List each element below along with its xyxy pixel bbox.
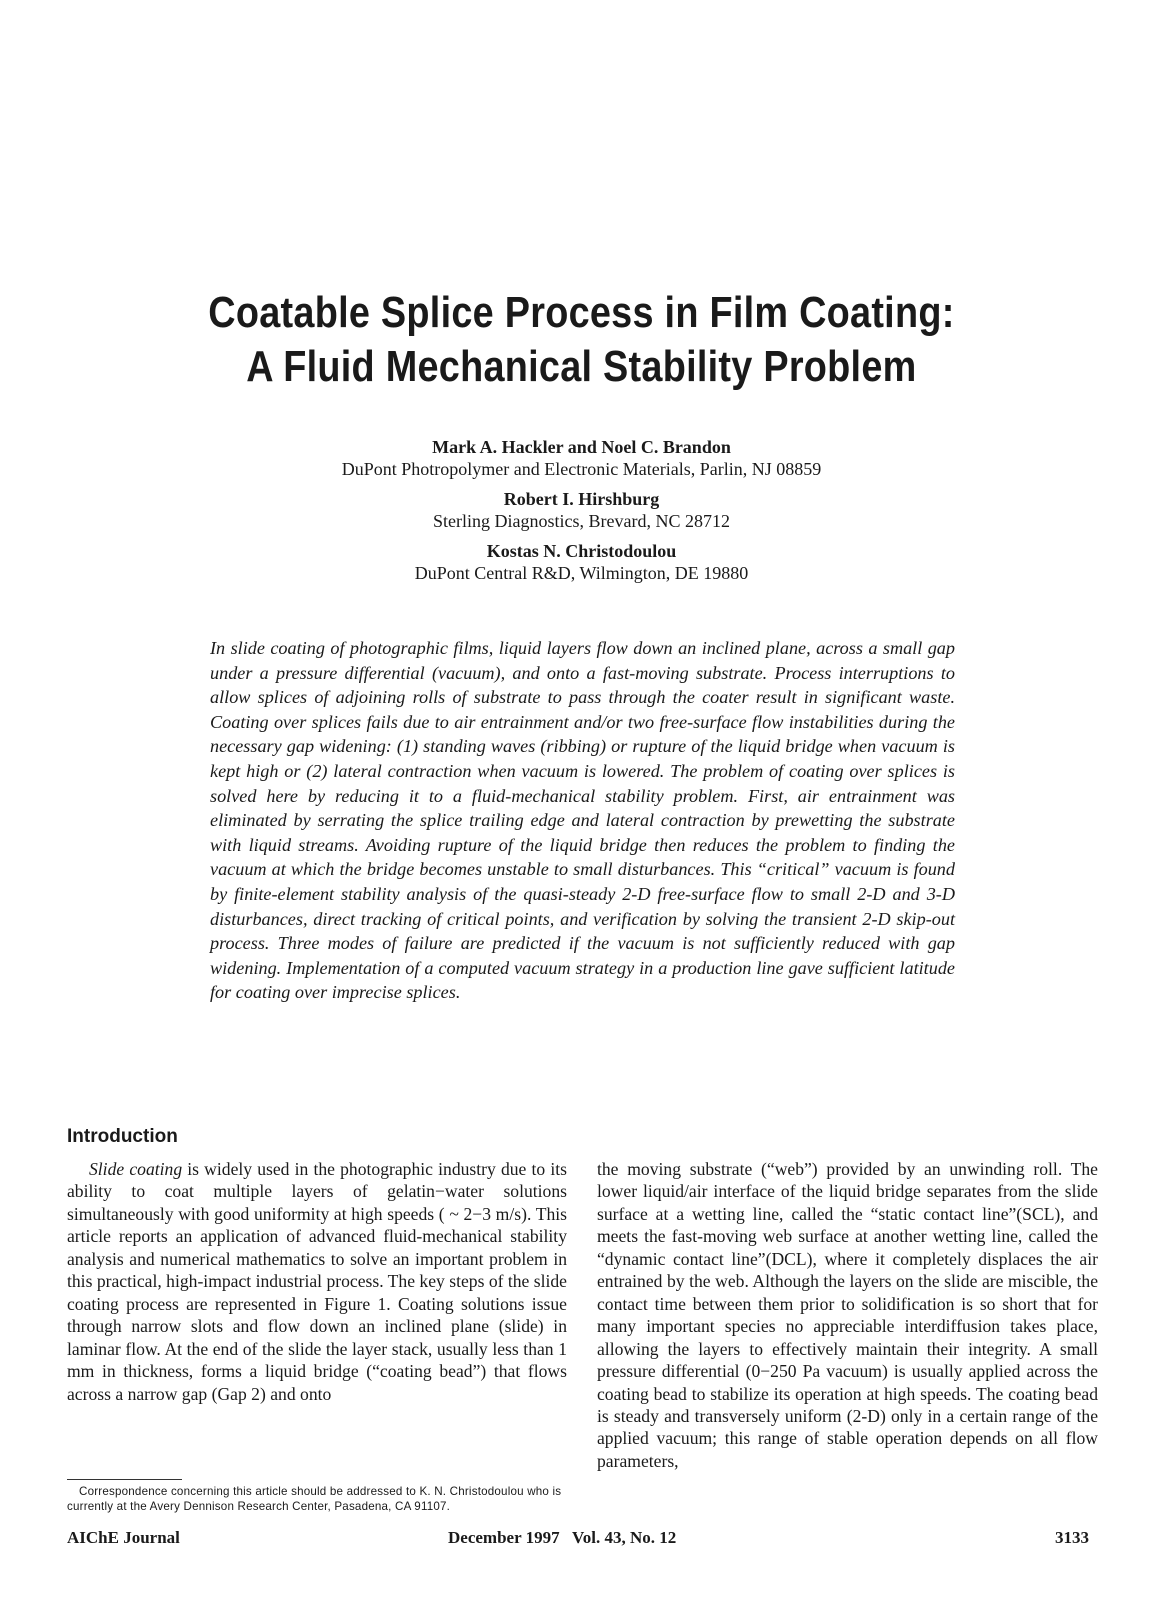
author-affiliation: DuPont Photropolymer and Electronic Materials, Parlin, NJ 08859 [341, 459, 822, 479]
author-list [0, 436, 1163, 592]
author-block [0, 436, 1163, 480]
abstract: In slide coating of photographic films, liquid layers flow down an inclined plane, across a small gap under a pressure differential (vacuum), and onto a fast-moving substrate. Process interruptions to allow splices of adjoining rolls of substrate to pass through the coater result in significant waste. Coating over splices fails due to air entrainment and/or two free-surface flow instabilities during the necessary gap widening: (1) standing waves (ribbing) or rupture of the liquid bridge when vacuum is kept high or (2) lateral contraction when vacuum is lowered. The problem of coating over splices is solved here by reducing it to a fluid-mechanical stability problem. First, air entrainment was eliminated by serrating the splice trailing edge and lateral contraction by prewetting the substrate with liquid streams. Avoiding rupture of the liquid bridge then reduces the problem to finding the vacuum at which the bridge becomes unstable to small disturbances. This “critical” vacuum is found by finite-element stability analysis of the quasi-steady 2-D free-surface flow to small 2-D and 3-D disturbances, direct tracking of critical points, and verification by solving the transient 2-D skip-out process. Three modes of failure are predicted if the vacuum is not sufficiently reduced with gap widening. Implementation of a computed vacuum strategy in a production line gave sufficient latitude for coating over imprecise splices. [210, 638, 955, 1003]
footer-journal: AIChE Journal [67, 1528, 180, 1547]
footer-page-number: 3133 [1055, 1528, 1089, 1547]
author-block [0, 488, 1163, 532]
title-line-2: A Fluid Mechanical Stability Problem [246, 342, 917, 391]
author-affiliation: DuPont Central R&D, Wilmington, DE 19880 [414, 563, 749, 583]
body-text-left: is widely used in the photographic industry due to its ability to coat multiple layers of gelatin−water solutions simultaneously with good uniformity at high speeds ( ~ 2−3 m/s). This article reports an application of advanced fluid-mechanical stability analysis and numerical mathematics to solve an important problem in this practical, high-impact industrial process. The key steps of the slide coating process are represented in Figure 1. Coating solutions issue through narrow slots and flow down an inclined plane (slide) in laminar flow. At the end of the slide the layer stack, usually less than 1 mm in thickness, forms a liquid bridge (“coating bead”) that flows across a narrow gap (Gap 2) and onto [67, 1159, 567, 1404]
body-column-left [67, 1158, 567, 1405]
footer-issue: December 1997 Vol. 43, No. 12 [448, 1528, 677, 1547]
section-heading-introduction: Introduction [67, 1126, 178, 1147]
title-line-1: Coatable Splice Process in Film Coating: [208, 288, 955, 337]
author-name: Kostas N. Christodoulou [486, 541, 677, 561]
term-slide-coating: Slide coating [89, 1159, 183, 1179]
author-affiliation: Sterling Diagnostics, Brevard, NC 28712 [433, 511, 730, 531]
author-block [0, 540, 1163, 584]
author-name: Mark A. Hackler and Noel C. Brandon [432, 437, 731, 457]
footnote: Correspondence concerning this article should be addressed to K. N. Christodoulou who is currently at the Avery Dennison Research Center, Pasadena, CA 91107. [67, 1485, 562, 1513]
footnote-rule [67, 1479, 182, 1480]
body-column-right: the moving substrate (“web”) provided by an unwinding roll. The lower liquid/air interface of the liquid bridge separates from the slide surface at a wetting line, called the “static contact line”(SCL), and meets the fast-moving web surface at another wetting line, called the “dynamic contact line”(DCL), where it completely displaces the air entrained by the web. Although the layers on the slide are miscible, the contact time between them prior to solidification is so short that for many important species no appreciable interdiffusion takes place, allowing the layers to effectively maintain their integrity. A small pressure differential (0−250 Pa vacuum) is usually applied across the coating bead to stabilize its operation at high speeds. The coating bead is steady and transversely uniform (2-D) only in a certain range of the applied vacuum; this range of stable operation depends on all flow parameters, [597, 1159, 1098, 1471]
page-title [81, 286, 1081, 394]
author-name: Robert I. Hirshburg [503, 489, 660, 509]
